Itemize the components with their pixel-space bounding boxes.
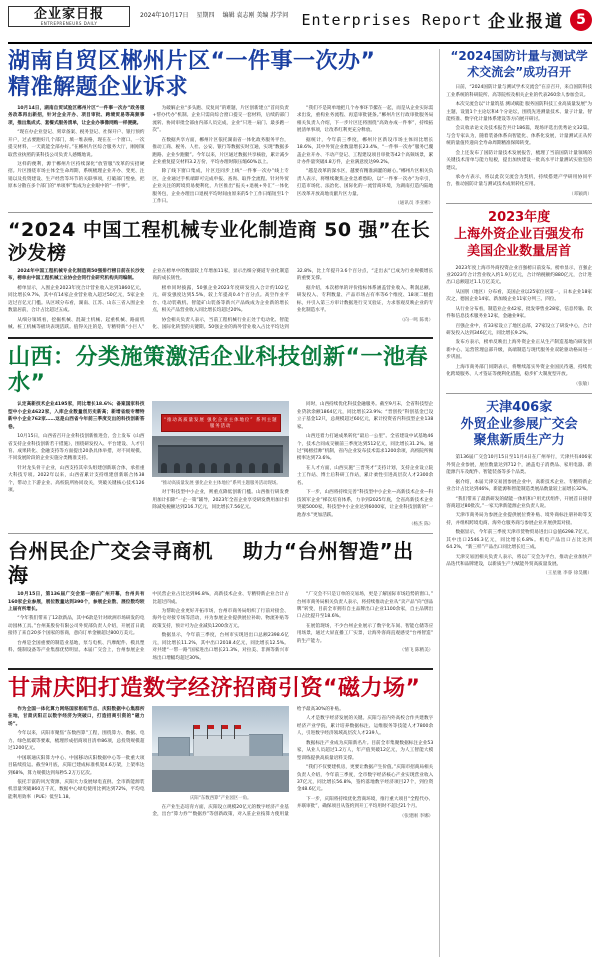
paragraph: 在产业生态培育方面，庆阳设立规模20亿元的数字经济产业基金，出台“算力券”“数据券”等创新政策，对入驻企业按算力使用量给予最高30%的补贴。 — [152, 707, 344, 818]
photo-audience — [158, 447, 284, 473]
article-machinery-top50 — [8, 219, 433, 331]
paragraph: “广交会不只是订单的交易场，更是了解国际市场趋势的窗口。”台州市商务局相关负责人表示，将持续推动企业从“卖产品”向“创品牌”转变，目前全市拥有自主品牌出口企业1100余家，自主品牌出口占比提升至18.6%。 — [296, 592, 434, 620]
paragraph: 山西还着力打通成果转化“最后一公里”。全省建设中试基地46个，技术合同成交额前三季度达到512亿元，同比增长31.2%。通过“揭榜挂帅”机制，省内企业发布技术需求1200余项，高校院所揭榜率达到73.6%。 — [296, 434, 434, 462]
section-title-group — [301, 6, 592, 32]
paragraph: 人才是数字经济发展的关键。庆阳与省内外高校合作共建数字经济产业学院，累计培养数据标注、运维服务等技能人才7800余人，引进数字经济领域高层次人才239人。 — [296, 716, 434, 737]
paragraph: 在人才方面，山西实施“三晋英才”支持计划，支持企业设立院士工作站、博士后科研工作站，累计柔性引进高层次人才2300余名。 — [296, 465, 434, 486]
industrial-park-photo — [152, 706, 288, 792]
section-title-chinese: 企业报道 — [488, 12, 564, 32]
newspaper-logo — [8, 6, 130, 27]
article-headline — [446, 210, 592, 261]
article-byline: （情飞 陈精美） — [399, 648, 434, 654]
headline-line-2: 上海外资企业百强发布 — [454, 226, 585, 242]
page-body — [8, 49, 592, 957]
paragraph: 发布方表示，榜单反映出上海外资企业正从生产制造基地向研发创新中心、运营管理总部升级，高端制造与现代服务业双轮驱动格局进一步巩固。 — [446, 340, 592, 361]
paragraph: 榜单显示，入围企业2023年度合计营业收入达到1860亿元，同比增长9.7%，其中有14家企业营业收入超过50亿元，5家企业迈过百亿元门槛。从区域分布看，湖南、江苏、山东三省入围企业数量居前，合计占比超过五成。 — [8, 285, 145, 314]
article-byline: （王星驰 李睿 徐昊鹏） — [543, 571, 592, 577]
paragraph: 从行业分布看，制造业企业42家，批发零售业28家，信息传输、软件和信息技术服务业12家，金融业9家。 — [446, 306, 592, 320]
headline-line-2: 精准解题企业诉求 — [8, 74, 189, 100]
article-headline: “2024 中国工程机械专业化制造商 50 强”在长沙发榜 — [8, 219, 431, 264]
paragraph: “现在办企业登记、刻章备案、税务登记、社保开户、银行预约开户，过去要跑好几个部门，填一堆表格，现在在一个窗口、一次提交材料，一天就能全部办好。”在郴州片区综合服务大厅，刚刚领取营业执照的某科技公司负责人感慨地说。 — [8, 130, 145, 158]
paragraph: 承办方表示，将以此次交流会为契机，持续搭建产学研用协同平台，推动国防计量与测试技术成果转化应用。 — [446, 175, 592, 188]
paragraph: 日前，“2024国防计量与测试学术交流会”在京召开，来自国防科技工业系统的科研院所、高等院校及相关企业的代表260余人参加会议。 — [446, 85, 592, 98]
article-shanxi-innovation — [8, 345, 433, 526]
paragraph: 今年以来，庆阳市聚焦“东数西算”工程，围绕算力、数据、电力、绿色低碳等要素，梳理形成招商项目清单86项，总投资规模超过1200亿元。 — [8, 731, 145, 752]
photo-flag — [234, 725, 235, 739]
paragraph: 天津交易团相关负责人表示，将以广交会为平台，推动企业加快产品迭代和品牌建设，以新质生产力赋能外贸高质量发展。 — [446, 554, 592, 568]
paragraph: 这样的便利，源于郴州片区持续深化“放管服”改革的实招硬招。片区围绕市场主体全生命周期，系统梳理企业开办、变更、注销以及投资建设、生产经营等环节的关联事项，打破部门壁垒，把原本分散在多个部门的“单项事”集成为企业眼中的“一件事”。 — [8, 161, 145, 190]
paragraph: 作为全国一体化算力网络国家枢纽节点、庆阳数据中心集群所在地，甘肃庆阳正以数字经济为突破口，打造招商引资的“磁力场”。 — [8, 707, 145, 727]
paragraph: 针对龙头骨干企业，山西支持其牵头组建创新联合体，承担重大科技专项。2022年以来，山西省累计支持组建创新联合体38个，带动上下游企业、高校院所协同攻关，突破关键核心技术126项。 — [8, 465, 145, 494]
section-divider — [8, 337, 433, 339]
paragraph: 下一步，庆阳将持续优化营商环境，推行重大项目“全程代办、并联审批”，确保项目从签约到开工平均用时不超过21个月。 — [296, 796, 434, 810]
paragraph: 对于科技型中小企业，则重点降低创新门槛。山西推行研发费用加计扣除“一企一策”辅导，2023年全省企业享受研发费用加计扣除减免税额达到216.7亿元，同比增长7.56亿元。 — [152, 490, 289, 511]
article-hunan-chenzhou — [8, 49, 433, 206]
photo-caption: 庆阳“东数西算”产业园区一角。 — [189, 796, 252, 802]
paragraph: 为帮助企业更好开拓市场，台州市商务局组织了行前对接会、海外仓对接专场等活动，并为参展企业提供展位补助、物流补贴等政策支持，预计可为企业减负1200余万元。 — [152, 609, 289, 629]
photo-plaza — [152, 756, 288, 770]
paragraph: 除了线下窗口集成，片区还同步上线“一件事一次办”线上专区，企业通过手机端即可完成申报、查询、取件全流程。针对外贸企业关注的跨境贸易便利化，片区推出“报关+退税+外汇”一体化服务包，企业办理出口退税平均时间由原来的5个工作日缩短至1个工作日。 — [152, 169, 289, 205]
article-headline: 山西：分类施策激活企业科技创新“一池春水” — [8, 345, 428, 397]
paragraph: 据介绍，本届天津交易团参展企业中，高新技术企业、专精特新企业合计占比达到46%，新能源和智能制造类展品数量较上届增长32%。 — [446, 479, 592, 493]
photo-caption: “推动高质量发展 强化企业主体地位”系列主题服务活动现场。 — [160, 481, 281, 487]
article-byline: （杨杰 陈） — [408, 521, 434, 527]
paragraph: 依托丰富的风光资源，庆阳大力发展绿电直供。全市新能源装机容量突破860万千瓦，数据中心绿电使用比例达到72%，平均电能利用效率（PUE）低至1.18。 — [8, 779, 145, 800]
headline-line-3: 美国企业数量居首 — [467, 243, 572, 259]
article-body — [8, 105, 433, 206]
section-divider — [8, 533, 433, 534]
paragraph: 会议收录论文及技术报告共计186篇，现场评选出优秀论文32篇。与会专家认为，随着装备体系向智能化、体系化发展，计量测试正从传统的量值传递向全寿命周期精准保障转变。 — [446, 126, 592, 147]
paragraph: 2024年中国工程机械专业化制造商50强排行榜日前在长沙发布，榜单由中国工程机械工业协会会同行业研究机构共同编制。 — [8, 268, 145, 282]
headline-line-1: 天津406家 — [486, 399, 553, 415]
article-body — [8, 268, 433, 332]
paragraph: 从细分领域看，挖掘机械、混凝土机械、起重机械、路面机械、桩工机械等板块表现活跃。值得关注的是，专精特新“小巨人”企业在榜单中的数量较上年增加11家，显示出细分赛道专业化制造商的成长韧性。 — [8, 268, 289, 331]
paragraph: 从国别（地区）分布看，美国企业以25家位居第一，日本企业18家次之，德国企业14家、新加坡企业11家分列三、四位。 — [446, 289, 592, 303]
paragraph: 中国联通庆阳算力中心、中国移动庆阳数据中心等一批重大项目陆续投运。截至9月底，庆阳已建成标准机架4.6万架，上架率达到68%，算力规模达到每秒5.2万万亿次。 — [8, 755, 145, 776]
article-byline: （张敏） — [573, 381, 592, 387]
paragraph: 会上还发布了国防计量技术发展报告，梳理了当前国防计量领域的关键技术清单与能力短板，提出加快建设一批高水平计量测试实验室的建议。 — [446, 150, 592, 171]
paragraph: 据介绍，本次榜单的评价指标体系涵盖营业收入、利润总额、研发投入、专利数量、产品市场占有率等6个维度、18项二级指标，并引入第三方审计数据进行交叉验证，力求客观反映企业的专业化制造水平。 — [296, 285, 434, 314]
article-headline: 甘肃庆阳打造数字经济招商引资“磁力场” — [8, 676, 421, 702]
paragraph: 在展馆现场，不少台州企业展示了数字化车间、智能仓储等应用场景，通过大屏直播工厂实景，让海外客商直观感受“台州智造”的生产能力。 — [296, 623, 434, 644]
article-shanghai-foreign-top100 — [446, 210, 592, 387]
headline-line-2: 外贸企业参展广交会 — [460, 416, 578, 432]
paragraph: “今年我们带来了12款新品，其中6款是针对欧洲市场研发的电动园林工具。”台州某股份有限公司外贸部负责人介绍，开展首日就接待了来自20多个国家的客商，意向订单金额超过800万美元。 — [8, 616, 145, 637]
paragraph: 在数据共享方面，郴州片区依托湖南省一体化政务服务平台，推动工商、税务、人社、公安、银行等数据实时互通，实现“数据多跑路、企业少跑腿”。今年以来，片区通过数据共享核验，累计减少企业重复提交材料3.2万份，平均办理时限压缩60%以上。 — [152, 137, 289, 165]
issue-editors: 编辑 袁志刚 美编 苏学问 — [222, 12, 289, 19]
paragraph: 数据显示，今年前三季度天津市货物贸易进出口总值6298.7亿元，其中出口2546.3亿元，同比增长6.8%。机电产品出口占比达到64.2%，“新三样”产品出口同比增长近三成。 — [446, 530, 592, 551]
logo-english-name: ENTREPRENEURS DAILY — [40, 21, 98, 26]
article-headline: “2024国防计量与测试学术交流会”成功召开 — [450, 49, 588, 79]
headline-line-3: 聚焦新质生产力 — [473, 433, 565, 449]
section-divider — [8, 212, 433, 213]
section-divider — [446, 393, 592, 394]
paragraph: 台州是全国重要的制造业基地，泵与电机、汽摩配件、模具塑料、缝制设备等产业集群优势明显。本届广交会上，台州参展企业中民营企业占比达到96.8%，高新技术企业、专精特新企业合计占比超过四成。 — [8, 592, 289, 654]
headline-line-1: 湖南自贸区郴州片区“一件事一次办” — [8, 49, 376, 74]
paragraph: 10月14日，湖南自贸试验区郴州片区“一件事一次办”政务服务改革再出新招，针对企业开办、项目审批、跨境贸易等高频事项，推出集成式、套餐式服务清单，让企业办事像网购一样便捷。 — [8, 105, 145, 126]
right-column-region — [439, 49, 592, 957]
paragraph: 上海市商务部门同期表示，将继续落实外资企业国民待遇，持续优化跨境服务、人才签证等便利化措施，稳步扩大制度型开放。 — [446, 364, 592, 378]
paragraph: 数据显示，今年前三季度，台州市实现进出口总额2398.6亿元，同比增长11.2%，其中出口2018.4亿元，同比增长12.5%。对共建“一带一路”国家进出口增长21.3%，对拉美、非洲等新兴市场出口增幅均超过30%。 — [152, 633, 289, 661]
paragraph: 本次交流会以“计量筑基 测试赋能 服务国防科技工业高质量发展”为主题，设置1个主论坛和4个分论坛，围绕先进测量技术、量子计量、智能校准、数字化计量体系建设等方向展开研讨。 — [446, 102, 592, 122]
paragraph: “我们带来了最新研发的储能一体机和户用光伏组件，开展首日接待客商超过80批次。”一家天津新能源企业负责人说。 — [446, 496, 592, 509]
logo-chinese-name: 企业家日报 — [33, 7, 104, 22]
issue-date: 2024年10月17日 — [140, 12, 189, 19]
masthead-meta — [130, 6, 301, 19]
photo-flag — [193, 725, 194, 739]
paragraph: “我们不仅要建机房，更要让数据产生价值。”庆阳市招商局相关负责人介绍，今年前三季度，全市数字经济核心产业实现营业收入37亿元，同比增长56.8%，签约落地数字经济项目27个，到位资金48.6亿元。 — [296, 765, 434, 793]
paragraph: 同时，山西持续优化科技金融服务。截至9月末，全省科技型企业贷款余额1864亿元，同比增长23.9%；“晋创投”科创基金已设立子基金12只，总规模超过60亿元，累计投资省内科技型企业138家。 — [296, 402, 434, 430]
photo-flag — [207, 725, 208, 739]
left-column-region — [8, 49, 433, 957]
article-taizhou-canton-fair — [8, 540, 433, 662]
paragraph: 据统计，今年前三季度，郴州片区新设市场主体同比增长18.6%，其中外贸企业数量增长23.4%，“一件事一次办”服务已覆盖企业开办、不动产登记、工程建设项目审批等42个高频场景，累计办件量突破4.8万件，企业满意度达99.2%。 — [296, 137, 434, 165]
photo-flag — [221, 725, 222, 739]
paragraph: 数据标注产业成为庆阳新名片。目前全市集聚数据标注企业53家，从业人员超过1.2万人，年产值突破12亿元，为人工智能大模型训练提供高质量语料支撑。 — [296, 740, 434, 761]
paragraph: “我们不是简单地把几个办事环节摞在一起，而是从企业实际需求出发，重构业务流程、再造审批链条。”郴州片区行政审批服务局相关负责人介绍，下一步片区还将围绕“高效办成一件事”，持续拓展清单事项，让改革红利更充分释放。 — [296, 105, 434, 134]
article-tianjin-canton-fair — [446, 400, 592, 577]
article-byline: （通讯员 李亚彬） — [395, 201, 434, 207]
article-defense-metrology — [446, 49, 592, 197]
paragraph: 10月15日，第136届广交会第一期在广州开幕，台州共有160家企业参展，展位数量达到390个，参展企业数、展位数均较上届有所增长。 — [8, 592, 145, 612]
article-byline: （邓颖禹） — [569, 191, 592, 197]
paragraph: “越是改革的深水区，越要有精准滴灌的耐心。”郴州片区相关负责人表示，将继续聚焦企业急难愁盼，以“一件事一次办”为牵引，打造市场化、法治化、国际化的一流营商环境，为湖南打造内陆地区改革开放高地贡献片区力量。 — [296, 169, 434, 197]
paragraph: 百强企业中，有33家设立了地区总部，27家设立了研发中心，合计研发投入达到346亿元，同比增长9.2%。 — [446, 323, 592, 337]
article-headline — [8, 540, 433, 587]
paragraph: 10月15日，山西省召开企业科技创新推进会，会上发布《山西省支持企业科技创新若干措施》，围绕研发投入、平台建设、人才引育、成果转化、金融支持等方面提出20条具体举措，对不同规模、不同发展阶段的企业实施分类精准支持。 — [8, 434, 145, 462]
article-headline — [8, 49, 433, 101]
paragraph: 为破解企业“多头跑、反复问”的难题，片区创新建立“首问负责+帮办代办”机制。企业只需向综合窗口提交一套材料，后续的部门流转、协同审批全部由内部人员完成，企业“只进一扇门、最多跑一次”。 — [152, 105, 289, 134]
headline-main: 台州民企广交会寻商机 — [8, 538, 213, 563]
paragraph: 认定高新技术企业4195家，同比增长18.6%；备案国家科技型中小企业4622家，入库企业数量创历史新高；新增省级专精特新中小企业762家……这是山西省今年前三季度交出的科技创新答卷。 — [8, 402, 145, 430]
article-qingyang-digital — [8, 676, 433, 819]
paragraph: 2023年度上海市外商投资企业百强榜日前发布。榜单显示，百强企业2023年合计营业收入约1.9万亿元，合计纳税额约880亿元，合计进出口总额超过1.1万亿美元。 — [446, 265, 592, 286]
masthead — [8, 0, 592, 44]
section-divider — [446, 203, 592, 204]
paragraph: 协会相关负责人表示，当前工程机械行业正处于电动化、智能化、国际化转型的关键期。50强企业的海外营业收入占比平均达到32.8%，比上年提升3.6个百分点，“走出去”已成为行业规模增长的重要支撑。 — [152, 268, 434, 331]
article-byline: （向一鸣 陈勇） — [399, 317, 434, 323]
headline-line-1: 2023年度 — [488, 209, 551, 225]
issue-weekday: 星期四 — [196, 12, 215, 19]
paragraph: 下一步，山西将持续完善“科技型中小企业—高新技术企业—科技领军企业”梯次培育体系，力争到2025年底，全省高新技术企业突破5000家，科技型中小企业达到6000家，让企业科技创新的“一池春水”更加活跃。 — [296, 490, 434, 518]
photo-banner-text: “推动高质量发展 强化企业主体地位” 系列主题服务活动 — [161, 414, 281, 433]
article-headline — [446, 400, 592, 451]
section-title-english: Enterprises Report — [301, 10, 482, 29]
article-body — [8, 591, 433, 662]
page-number-badge: 5 — [570, 9, 592, 31]
article-body — [8, 401, 433, 527]
photo-road — [152, 770, 288, 792]
headline-sub: 助力“台州智造”出海 — [8, 538, 414, 587]
article-byline: （张建刚 李娜） — [399, 813, 434, 819]
section-divider — [8, 668, 433, 670]
paragraph: 第136届广交会10月15日至11月4日在广州举行，天津共有406家外贸企业参展，展位数量达到712个，涵盖电子消费品、家用电器、新能源汽车及配件、智能装备等多个品类。 — [446, 455, 592, 476]
paragraph: 天津市商务局为参展企业提供展位费补贴、境外商标注册补助等支持，并组织跨境电商、海外仓服务商与参展企业开展供需对接。 — [446, 513, 592, 526]
paragraph: 榜单同时披露，50强企业2023年度研发投入合计约102亿元，研发强度达到5.5%，较上年提高0.4个百分点。高空作业平台、电动装载机、智能矿山装备等新兴产品线成为企业新的增长点，相关产品营业收入同比增长均超过20%。 — [152, 285, 289, 314]
conference-photo — [152, 401, 288, 477]
article-body — [8, 706, 433, 819]
